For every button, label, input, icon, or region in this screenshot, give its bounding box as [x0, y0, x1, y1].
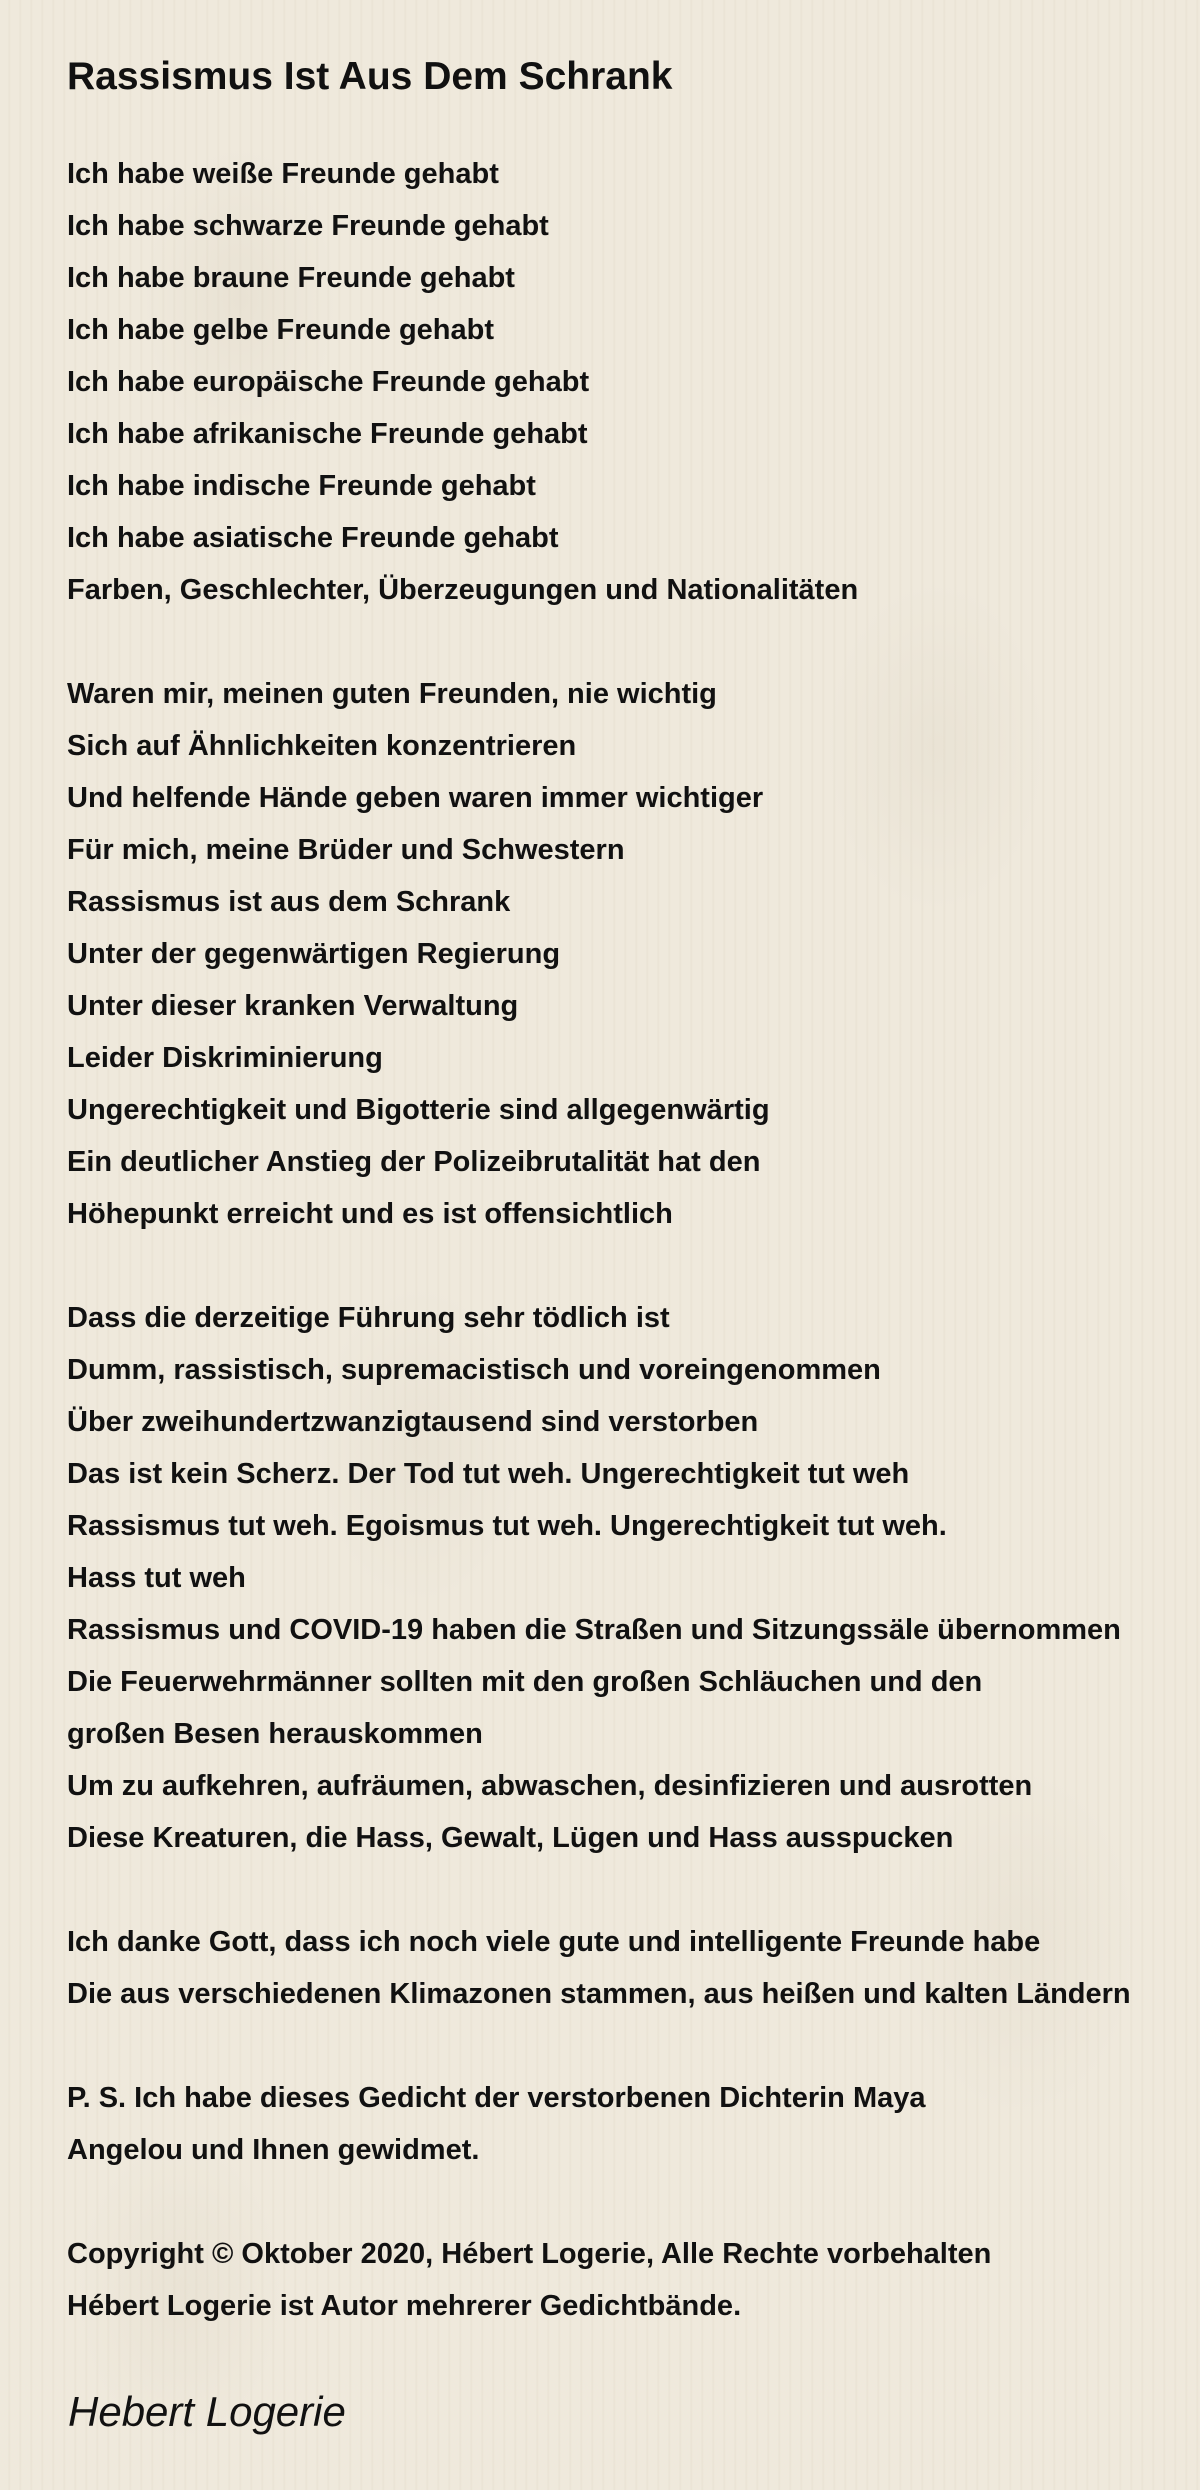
poem-line: Die Feuerwehrmänner sollten mit den großen Schläuchen und den [67, 1666, 983, 1698]
poem-line: Leider Diskriminierung [67, 1042, 383, 1074]
poem-line: Ich habe asiatische Freunde gehabt [67, 522, 559, 554]
poem-line: Copyright © Oktober 2020, Hébert Logerie, Alle Rechte vorbehalten [67, 2238, 992, 2270]
poem-line: Ich habe europäische Freunde gehabt [67, 366, 590, 398]
poem-line: Unter dieser kranken Verwaltung [67, 990, 519, 1022]
poem-stanza [67, 668, 1200, 1240]
poem-line: Diese Kreaturen, die Hass, Gewalt, Lügen und Hass ausspucken [67, 1822, 954, 1854]
poem-line: großen Besen herauskommen [67, 1718, 483, 1750]
poem-line: Die aus verschiedenen Klimazonen stammen, aus heißen und kalten Ländern [67, 1978, 1131, 2010]
poem-line: Ich habe weiße Freunde gehabt [67, 158, 499, 190]
poem-line: Ungerechtigkeit und Bigotterie sind allgegenwärtig [67, 1094, 770, 1126]
poem-stanza [67, 1292, 1200, 1864]
poem-line: Farben, Geschlechter, Überzeugungen und Nationalitäten [67, 574, 859, 606]
poem-line: Um zu aufkehren, aufräumen, abwaschen, desinfizieren und ausrotten [67, 1770, 1033, 1802]
poem-line: Über zweihundertzwanzigtausend sind verstorben [67, 1406, 759, 1438]
poem-line: Das ist kein Scherz. Der Tod tut weh. Ungerechtigkeit tut weh [67, 1458, 910, 1490]
poem-line: Hass tut weh [67, 1562, 246, 1594]
poem-line: Dumm, rassistisch, supremacistisch und voreingenommen [67, 1354, 881, 1386]
poem-line: P. S. Ich habe dieses Gedicht der verstorbenen Dichterin Maya [67, 2082, 926, 2114]
poem-line: Dass die derzeitige Führung sehr tödlich ist [67, 1302, 670, 1334]
poem-line: Ein deutlicher Anstieg der Polizeibrutalität hat den [67, 1146, 761, 1178]
poem-line: Rassismus ist aus dem Schrank [67, 886, 511, 918]
poem-line: Ich habe gelbe Freunde gehabt [67, 314, 495, 346]
poem-stanza [67, 148, 1200, 616]
poem-line: Ich danke Gott, dass ich noch viele gute und intelligente Freunde habe [67, 1926, 1041, 1958]
poem-line: Ich habe afrikanische Freunde gehabt [67, 418, 588, 450]
poem-line: Rassismus tut weh. Egoismus tut weh. Ungerechtigkeit tut weh. [67, 1510, 947, 1542]
poem-line: Hébert Logerie ist Autor mehrerer Gedichtbände. [67, 2290, 742, 2322]
poem-title: Rassismus Ist Aus Dem Schrank [67, 55, 673, 98]
poem-body [67, 148, 1200, 2384]
poem-line: Ich habe indische Freunde gehabt [67, 470, 536, 502]
poem-line: Unter der gegenwärtigen Regierung [67, 938, 561, 970]
poem-stanza [67, 2228, 1200, 2332]
poem-line: Angelou und Ihnen gewidmet. [67, 2134, 480, 2166]
poem-line: Ich habe braune Freunde gehabt [67, 262, 515, 294]
poem-line: Rassismus und COVID-19 haben die Straßen und Sitzungssäle übernommen [67, 1614, 1121, 1646]
poem-stanza [67, 2072, 1200, 2176]
author-signature: Hebert Logerie [68, 2388, 346, 2435]
poem-stanza [67, 1916, 1200, 2020]
poem-line: Sich auf Ähnlichkeiten konzentrieren [67, 730, 577, 762]
poem-line: Ich habe schwarze Freunde gehabt [67, 210, 549, 242]
poem-line: Höhepunkt erreicht und es ist offensichtlich [67, 1198, 673, 1230]
poem-line: Und helfende Hände geben waren immer wichtiger [67, 782, 764, 814]
poem-line: Für mich, meine Brüder und Schwestern [67, 834, 625, 866]
poem-line: Waren mir, meinen guten Freunden, nie wichtig [67, 678, 717, 710]
